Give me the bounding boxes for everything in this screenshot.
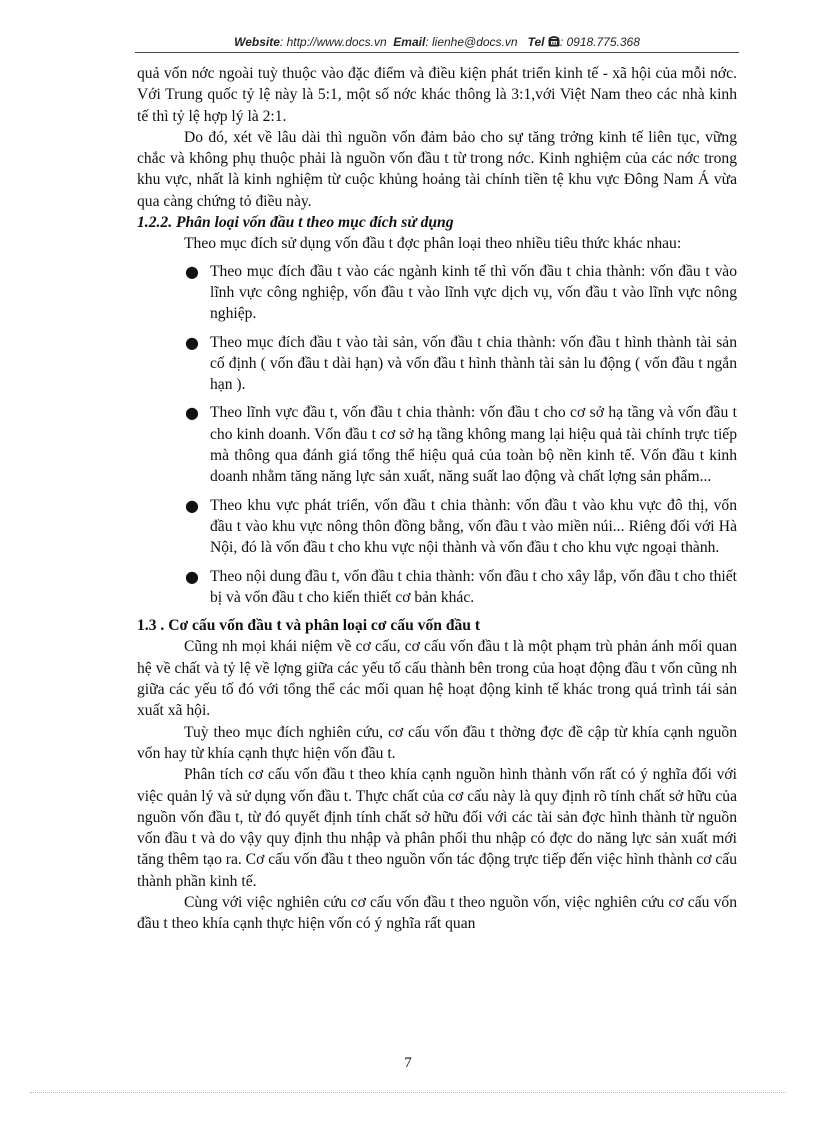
paragraph: quả vốn nớc ngoài tuỳ thuộc vào đặc điểm và điều kiện phát triển kinh tế - xã hội của mỗi nớc. Với Trung quốc tỷ lệ này là 5:1, một số nớc khác thông là 3:1,với Việt Nam theo các nhà kinh tế thì tỷ lệ hợp lý là 2:1. — [137, 65, 737, 125]
list-item — [137, 566, 737, 609]
email-value: : lienhe@docs.vn — [425, 35, 518, 49]
website-value: : http://www.docs.vn — [279, 35, 387, 49]
list-item-text: Theo nội dung đầu t, vốn đầu t chia thành: vốn đầu t cho xây lắp, vốn đầu t cho thiết bị và vốn đầu t cho kiến thiết cơ bản khác. — [210, 567, 737, 606]
list-item — [137, 332, 737, 396]
bullet-icon: ● — [185, 332, 199, 352]
page-header — [135, 35, 739, 50]
email-label: Email — [393, 35, 426, 49]
paragraph: Do đó, xét về lâu dài thì nguồn vốn đảm bảo cho sự tăng trởng kinh tế liên tục, vững chắc và không phụ thuộc phải là nguồn vốn đầu t từ trong nớc. Kinh nghiệm của các nớc trong khu vực, nhất là kinh nghiệm từ cuộc khủng hoảng tài chính tiền tệ khu vực Đông Nam Á vừa qua càng chứng tỏ điều này. — [137, 128, 737, 210]
list-item — [137, 402, 737, 487]
bullet-icon: ● — [185, 403, 199, 423]
paragraph: Cũng nh mọi khái niệm về cơ cấu, cơ cấu vốn đầu t là một phạm trù phản ánh mối quan hệ về chất và tỷ lệ về lợng giữa các yếu tố cấu thành bên trong của hoạt động đầu t vốn cũng nh giữa các yếu tố đó với tổng thể các mối quan hệ hoạt động kinh tế khác trong quá trình tái sản xuất xã hội. — [137, 638, 737, 720]
section-heading-1-3: 1.3 . Cơ cấu vốn đầu t và phân loại cơ cấu vốn đầu t — [137, 617, 481, 635]
tel-label: Tel — [527, 35, 545, 49]
bullet-icon: ● — [185, 495, 199, 515]
list-item-text: Theo mục đích đầu t vào tài sản, vốn đầu t chia thành: vốn đầu t hình thành tài sản cố định ( vốn đầu t dài hạn) và vốn đầu t hình thành tài sản lu động ( vốn đầu t ngắn hạn ). — [210, 333, 737, 394]
phone-icon — [548, 36, 560, 50]
paragraph: Phân tích cơ cấu vốn đầu t theo khía cạnh nguồn hình thành vốn rất có ý nghĩa đối với việc quản lý và sử dụng vốn đầu t. Thực chất của cơ cấu này là quy định rõ tính chất sở hữu của nguồn vốn đầu t, từ đó quyết định tính chất sở hữu đối với các tài sản đợc hình thành từ nguồn vốn đầu t và do vậy quy định thu nhập và phân phối thu nhập có đợc do năng lực sản xuất mới tăng thêm tạo ra. Cơ cấu vốn đầu t theo nguồn vốn tác động trực tiếp đến việc hình thành cơ cấu thành phần kinh tế. — [137, 766, 738, 890]
footer-divider — [30, 1092, 786, 1093]
bullet-icon: ● — [185, 566, 199, 586]
document-body — [137, 63, 737, 935]
section-intro: Theo mục đích sử dụng vốn đầu t đợc phân loại theo nhiều tiêu thức khác nhau: — [184, 235, 682, 253]
page-number: 7 — [404, 1055, 412, 1071]
bullet-list — [137, 261, 737, 608]
bullet-icon: ● — [185, 261, 199, 281]
tel-value: : 0918.775.368 — [559, 35, 640, 49]
paragraph: Cùng với việc nghiên cứu cơ cấu vốn đầu t theo nguồn vốn, việc nghiên cứu cơ cấu vốn đầu t theo khía cạnh thực hiện vốn có ý nghĩa rất quan — [137, 893, 737, 933]
list-item-text: Theo mục đích đầu t vào các ngành kinh tế thì vốn đầu t chia thành: vốn đầu t vào lĩnh vực công nghiệp, vốn đầu t vào lĩnh vực dịch vụ, vốn đầu t vào lĩnh vực nông nghiệp. — [210, 262, 737, 323]
paragraph: Tuỳ theo mục đích nghiên cứu, cơ cấu vốn đầu t thờng đợc đề cập từ khía cạnh nguồn vốn hay từ khía cạnh thực hiện vốn đầu t. — [137, 723, 737, 762]
list-item-text: Theo khu vực phát triển, vốn đầu t chia thành: vốn đầu t vào khu vực đô thị, vốn đầu t vào khu vực nông thôn đồng bằng, vốn đầu t vào miền núi... Riêng đối với Hà Nội, đó là vốn đầu t cho khu vực nội thành và vốn đầu t cho khu vực ngoại thành. — [210, 496, 737, 557]
website-label: Website — [234, 35, 280, 49]
section-heading-1-2-2: 1.2.2. Phân loại vốn đầu t theo mục đích sử dụng — [137, 214, 454, 232]
list-item — [137, 261, 737, 325]
list-item-text: Theo lĩnh vực đầu t, vốn đầu t chia thành: vốn đầu t cho cơ sở hạ tầng và vốn đầu t cho kinh doanh. Vốn đầu t cơ sở hạ tầng không mang lại hiệu quả tài chính trực tiếp mà thông qua đánh giá tổng thể hiệu quả của toàn bộ nền kinh tế. Vốn đầu t kinh doanh nhằm tăng năng lực sản xuất, năng suất lao động và chất lợng sản phẩm... — [210, 404, 737, 486]
header-divider — [135, 52, 739, 53]
list-item — [137, 495, 737, 559]
